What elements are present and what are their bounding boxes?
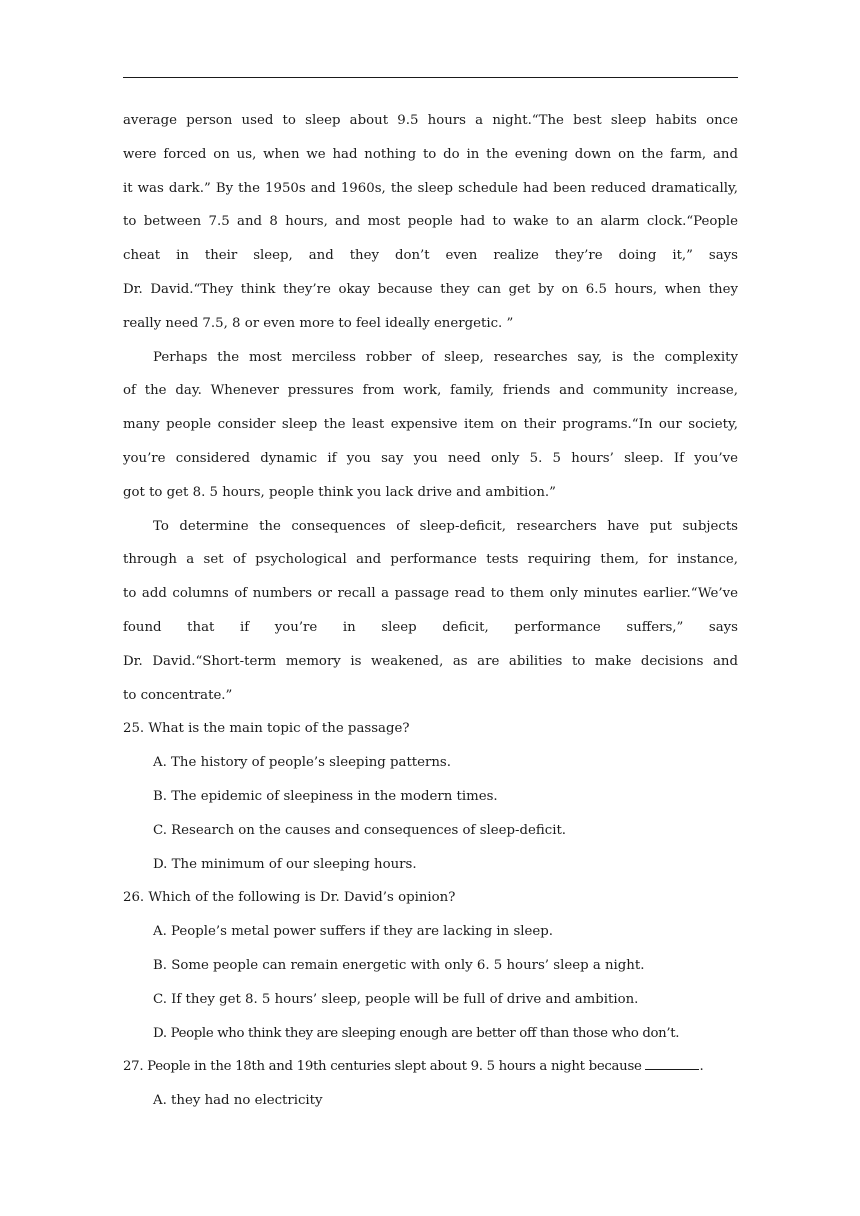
header-rule bbox=[123, 77, 738, 78]
text-line: got to get 8. 5 hours, people think you lack drive and ambition.” bbox=[123, 484, 556, 500]
answer-option: C. Research on the causes and consequences of sleep-deficit. bbox=[153, 822, 567, 838]
question-stem-row bbox=[123, 1050, 738, 1084]
document-body bbox=[123, 104, 738, 1118]
answer-option: A. they had no electricity bbox=[153, 1093, 323, 1109]
answer-option: D. People who think they are sleeping enough are better off than those who don’t. bbox=[153, 1025, 680, 1041]
text-line: through a set of psychological and performance tests requiring them, for instance, bbox=[123, 552, 738, 568]
answer-option: C. If they get 8. 5 hours’ sleep, people will be full of drive and ambition. bbox=[153, 991, 639, 1007]
text-line: Dr. David.“They think they’re okay because they can get by on 6.5 hours, when they bbox=[123, 281, 738, 297]
passage-paragraph-2 bbox=[123, 341, 738, 510]
text-line: average person used to sleep about 9.5 hours a night.“The best sleep habits once bbox=[123, 113, 738, 128]
text-line: to concentrate.” bbox=[123, 687, 233, 703]
answer-option: A. The history of people’s sleeping patterns. bbox=[153, 755, 451, 771]
answer-option: B. Some people can remain energetic with only 6. 5 hours’ sleep a night. bbox=[153, 957, 645, 973]
text-line: to between 7.5 and 8 hours, and most people had to wake to an alarm clock.“People bbox=[123, 214, 738, 230]
answer-option: A. People’s metal power suffers if they are lacking in sleep. bbox=[153, 924, 554, 940]
text-line: found that if you’re in sleep deficit, performance suffers,” says bbox=[123, 619, 738, 635]
answer-option: D. The minimum of our sleeping hours. bbox=[153, 856, 417, 872]
text-line: of the day. Whenever pressures from work, family, friends and community increase, bbox=[123, 383, 738, 399]
question-25 bbox=[123, 712, 738, 881]
text-line: to add columns of numbers or recall a passage read to them only minutes earlier.“We’ve bbox=[123, 586, 738, 602]
question-26 bbox=[123, 881, 738, 1050]
question-stem: 26. Which of the following is Dr. David’s opinion? bbox=[123, 890, 456, 906]
passage-paragraph-3 bbox=[123, 510, 738, 713]
text-line: To determine the consequences of sleep-deficit, researchers have put subjects bbox=[153, 518, 738, 534]
question-stem: 25. What is the main topic of the passage? bbox=[123, 721, 410, 737]
text-line: Perhaps the most merciless robber of sleep, researches say, is the complexity bbox=[153, 349, 738, 365]
text-line: Dr. David.“Short-term memory is weakened, as are abilities to make decisions and bbox=[123, 653, 738, 669]
text-line: really need 7.5, 8 or even more to feel ideally energetic. ” bbox=[123, 315, 514, 331]
question-27 bbox=[123, 1050, 738, 1118]
text-line: it was dark.” By the 1950s and 1960s, the sleep schedule had been reduced dramatically, bbox=[123, 180, 738, 196]
question-stem-end: . bbox=[699, 1059, 704, 1075]
text-line: were forced on us, when we had nothing to do in the evening down on the farm, and bbox=[123, 146, 738, 162]
text-line: you’re considered dynamic if you say you need only 5. 5 hours’ sleep. If you’ve bbox=[123, 450, 738, 466]
passage-paragraph-1 bbox=[123, 104, 738, 341]
text-line: cheat in their sleep, and they don’t even realize they’re doing it,” says bbox=[123, 248, 738, 264]
text-line: many people consider sleep the least expensive item on their programs.“In our society, bbox=[123, 417, 738, 433]
question-stem: 27. People in the 18th and 19th centuries slept about 9. 5 hours a night because bbox=[123, 1059, 642, 1075]
answer-blank bbox=[645, 1055, 699, 1070]
answer-option: B. The epidemic of sleepiness in the modern times. bbox=[153, 788, 498, 804]
